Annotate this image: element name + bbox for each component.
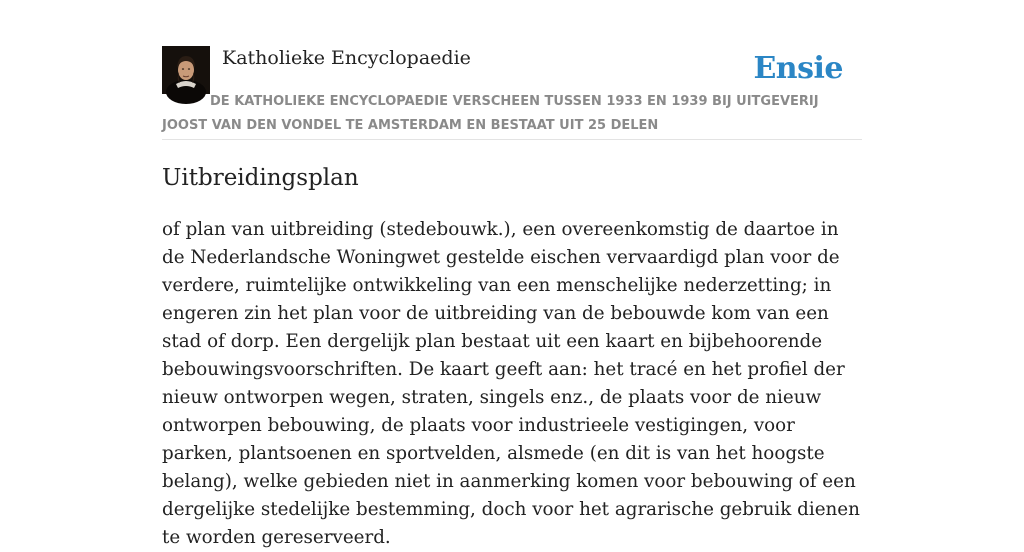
portrait-avatar[interactable] <box>162 46 210 94</box>
portrait-icon <box>162 46 210 94</box>
site-header <box>162 46 862 140</box>
article-title: Uitbreidingsplan <box>162 165 359 191</box>
article-body: of plan van uitbreiding (stedebouwk.), een overeenkomstig de daartoe in de Nederlandsche Woningwet gestelde eischen vervaardigd plan voor de verdere, ruimtelijke ontwikkeling van een menschelijke nederzetting; in engeren zin het plan voor de uitbreiding van de bebouwde kom van een stad of dorp. Een dergelijk plan bestaat uit een kaart en bijbehoorende bebouwingsvoorschriften. De kaart geeft aan: het tracé en het profiel der nieuw ontworpen wegen, straten, singels enz., de plaats voor de nieuw ontworpen bebouwing, de plaats voor industrieele vestigingen, voor parken, plantsoenen en sportvelden, alsmede (en dit is van het hoogste belang), welke gebieden niet in aanmerking komen voor bebouwing of een dergelijke stedelijke bestemming, doch voor het agrarische gebruik dienen te worden gereserveerd. <box>162 219 860 548</box>
site-title[interactable]: Katholieke Encyclopaedie <box>222 47 471 69</box>
site-description: DE KATHOLIEKE ENCYCLOPAEDIE VERSCHEEN TUSSEN 1933 EN 1939 BIJ UITGEVERIJ JOOST VAN DEN VONDEL TE AMSTERDAM EN BESTAAT UIT 25 DELEN <box>162 94 819 133</box>
ensie-logo[interactable]: Ensie <box>753 51 843 86</box>
